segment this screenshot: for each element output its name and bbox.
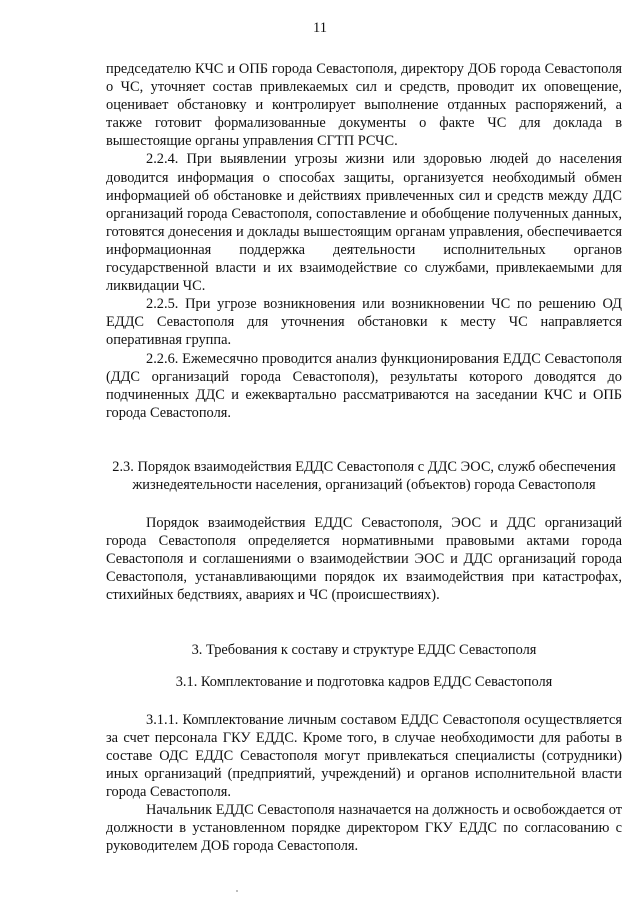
spacer [106,422,622,458]
paragraph-2-2-6: 2.2.6. Ежемесячно проводится анализ функционирования ЕДДС Севастополя (ДДС организаций города Севастополя), результаты которого доводятся до подчиненных ДДС и ежеквартально рассматриваются на заседании КЧС и ОПБ города Севастополя. [106,350,622,421]
paragraph-3-1-1: 3.1.1. Комплектование личным составом ЕДДС Севастополя осуществляется за счет персонала ГКУ ЕДДС. Кроме того, в случае необходимости для работы в составе ОДС ЕДДС Севастополя могут привлекаться специалисты (сотрудники) иных организаций (предприятий, учреждений) и органов исполнительной власти города Севастополя. [106,711,622,801]
paragraph-chief-appointment: Начальник ЕДДС Севастополя назначается на должность и освобождается от должности в установленном порядке директором ГКУ ЕДДС по согласованию с руководителем ДОБ города Севастополя. [106,802,622,855]
spacer [106,494,622,514]
paragraph-continuation: председателю КЧС и ОПБ города Севастополя, директору ДОБ города Севастополя о ЧС, уточняет состав привлекаемых сил и средств, проводит их оповещение, оценивает обстановку и контролирует выполнение отданных распоряжений, а также готовит формализованные документы о факте ЧС для доклада в вышестоящие органы управления СГТП РСЧС. [106,61,622,150]
spacer [106,659,622,673]
spacer [106,605,622,641]
section-heading-2-3: 2.3. Порядок взаимодействия ЕДДС Севастополя с ДДС ЭОС, служб обеспечения жизнедеятельности населения, организаций (объектов) города Севастополя [112,458,616,493]
scan-dot [236,890,238,892]
spacer [106,691,622,711]
paragraph-2-2-5: 2.2.5. При угрозе возникновения или возникновении ЧС по решению ОД ЕДДС Севастополя для уточнения обстановки к месту ЧС направляется оперативная группа. [106,296,622,349]
section-heading-3: 3. Требования к составу и структуре ЕДДС Севастополя [191,641,537,658]
section-heading-3-1: 3.1. Комплектование и подготовка кадров ЕДДС Севастополя [175,673,553,690]
page-number: 11 [313,20,327,36]
paragraph-2-3-body: Порядок взаимодействия ЕДДС Севастополя, ЭОС и ДДС организаций города Севастополя определяется нормативными правовыми актами города Севастополя и соглашениями о взаимодействии ЭОС и ДДС организаций города Севастополя, устанавливающими порядок их взаимодействия при катастрофах, стихийных бедствиях, авариях и ЧС (происшествиях). [106,515,622,604]
document-body [106,60,622,855]
paragraph-2-2-4: 2.2.4. При выявлении угрозы жизни или здоровью людей до населения доводится информация о способах защиты, организуется необходимый обмен информацией об обстановке и действиях привлеченных сил и средств между ДДС организаций города Севастополя, сопоставление и обобщение полученных данных, готовятся донесения и доклады вышестоящим органам управления, обеспечивается информационная поддержка деятельности исполнительных органов государственной власти и их взаимодействие со службами, привлекаемыми для ликвидации ЧС. [106,151,622,295]
